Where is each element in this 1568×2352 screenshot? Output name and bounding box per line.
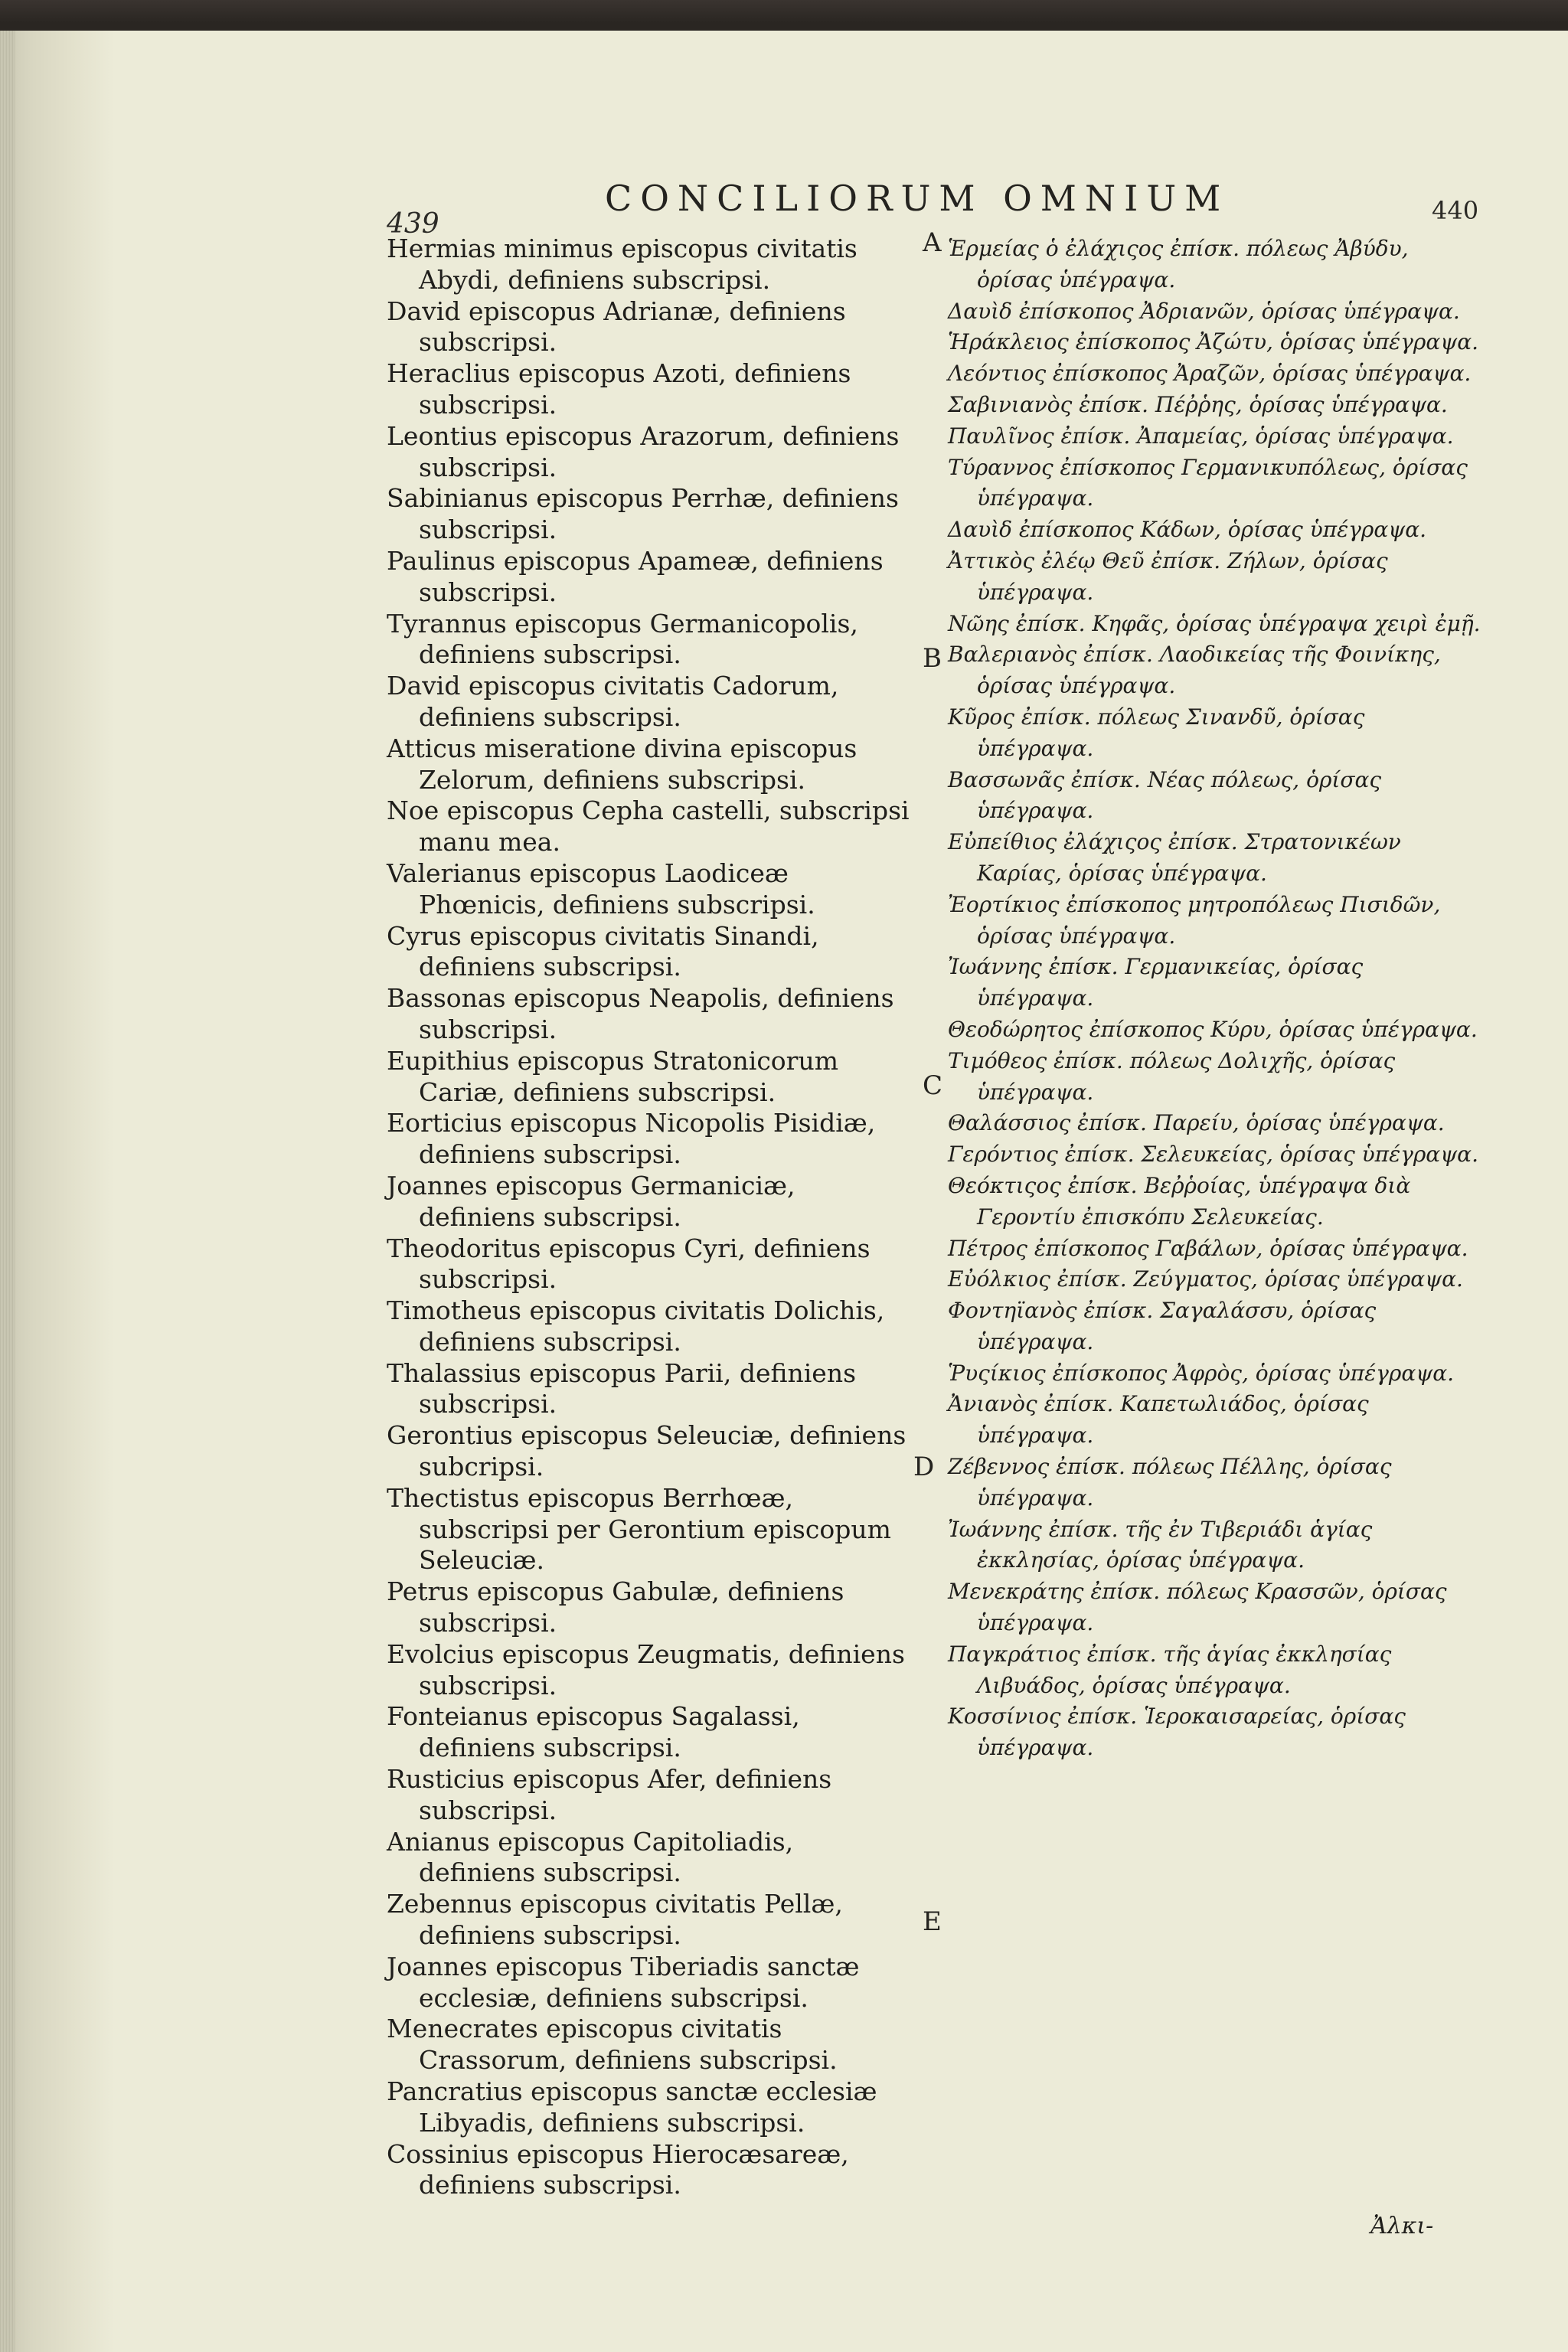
greek-signature-entry: Ἀνιανὸς ἐπίσκ. Καπετωλιάδος, ὁρίσας ὑπέγραψα. <box>948 1391 1369 1449</box>
latin-signature-entry: Petrus episcopus Gabulæ, definiens subscripsi. <box>387 1576 844 1638</box>
latin-signature-entry: Joannes episcopus Germaniciæ, definiens subscripsi. <box>387 1170 795 1232</box>
section-marker-b: B <box>923 643 942 674</box>
greek-signature-entry: Ζέβεννος ἐπίσκ. πόλεως Πέλλης, ὁρίσας ὑπέγραψα. <box>948 1454 1392 1511</box>
latin-signature-entry: Menecrates episcopus civitatis Crassorum, definiens subscripsi. <box>387 2014 838 2076</box>
greek-signature-entry: Παγκράτιος ἐπίσκ. τῆς ἁγίας ἐκκλησίας Λιβυάδος, ὁρίσας ὑπέγραψα. <box>948 1641 1392 1698</box>
gutter-shadow <box>0 31 115 2352</box>
greek-signature-entry: Ἑρμείας ὁ ἐλάχιςος ἐπίσκ. πόλεως Ἀβύδυ, ὁρίσας ὑπέγραψα. <box>948 236 1409 292</box>
greek-signature-entry: Τύραννος ἐπίσκοπος Γερμανικυπόλεως, ὁρίσας ὑπέγραψα. <box>948 454 1468 511</box>
page-edges <box>0 31 15 2352</box>
latin-signature-entry: Anianus episcopus Capitoliadis, definiens subscripsi. <box>387 1826 794 1888</box>
greek-signature-entry: Λεόντιος ἐπίσκοπος Ἀραζῶν, ὁρίσας ὑπέγραψα. <box>948 361 1472 387</box>
latin-signature-entry: David episcopus Adrianæ, definiens subscripsi. <box>387 296 846 358</box>
greek-signature-entry: Δαυὶδ ἐπίσκοπος Κάδων, ὁρίσας ὑπέγραψα. <box>948 517 1427 543</box>
latin-signature-entry: Leontius episcopus Arazorum, definiens subscripsi. <box>387 420 900 482</box>
section-marker-d: D <box>913 1452 935 1482</box>
latin-column <box>387 234 915 2201</box>
page-number-right: 440 <box>1432 196 1479 225</box>
latin-signature-entry: Bassonas episcopus Neapolis, definiens subscripsi. <box>387 983 894 1044</box>
greek-signature-entry: Θεόκτιςος ἐπίσκ. Βεῤῥοίας, ὑπέγραψα διὰ Γεροντίυ ἐπισκόπυ Σελευκείας. <box>948 1172 1411 1230</box>
latin-signature-entry: Rusticius episcopus Afer, definiens subscripsi. <box>387 1764 832 1825</box>
latin-signature-entry: Joannes episcopus Tiberiadis sanctæ ecclesiæ, definiens subscripsi. <box>387 1951 860 2013</box>
greek-signature-entry: Παυλῖνος ἐπίσκ. Ἀπαμείας, ὁρίσας ὑπέγραψα. <box>948 423 1454 449</box>
greek-signature-entry: Πέτρος ἐπίσκοπος Γαβάλων, ὁρίσας ὑπέγραψα. <box>948 1235 1468 1261</box>
greek-signature-entry: Ἐορτίκιος ἐπίσκοπος μητροπόλεως Πισιδῶν, ὁρίσας ὑπέγραψα. <box>948 891 1441 949</box>
greek-signature-entry: Βαλεριανὸς ἐπίσκ. Λαοδικείας τῆς Φοινίκης, ὁρίσας ὑπέγραψα. <box>948 642 1441 699</box>
greek-signature-entry: Ἡράκλειος ἐπίσκοπος Ἀζώτυ, ὁρίσας ὑπέγραψα. <box>948 329 1479 355</box>
latin-signature-entry: Eorticius episcopus Nicopolis Pisidiæ, definiens subscripsi. <box>387 1108 876 1170</box>
greek-signature-entry: Δαυὶδ ἐπίσκοπος Ἀδριανῶν, ὁρίσας ὑπέγραψα. <box>948 298 1460 324</box>
latin-signature-entry: Gerontius episcopus Seleuciæ, definiens subcripsi. <box>387 1420 906 1482</box>
latin-signature-entry: Tyrannus episcopus Germanicopolis, definiens subscripsi. <box>387 608 858 670</box>
greek-signature-entry: Νῶης ἐπίσκ. Κηφᾶς, ὁρίσας ὑπέγραψα χειρὶ ἐμῇ. <box>948 610 1481 636</box>
greek-signature-entry: Ἰωάννης ἐπίσκ. τῆς ἐν Τιβεριάδι ἁγίας ἐκκλησίας, ὁρίσας ὑπέγραψα. <box>948 1516 1373 1573</box>
latin-signature-entry: Heraclius episcopus Azoti, definiens subscripsi. <box>387 358 851 420</box>
greek-signature-entry: Κῦρος ἐπίσκ. πόλεως Σινανδῦ, ὁρίσας ὑπέγραψα. <box>948 704 1365 761</box>
greek-signature-entry: Κοσσίνιος ἐπίσκ. Ἱεροκαισαρείας, ὁρίσας ὑπέγραψα. <box>948 1704 1406 1761</box>
latin-signature-entry: Eupithius episcopus Stratonicorum Cariæ, definiens subscripsi. <box>387 1045 838 1107</box>
latin-signature-entry: Theodoritus episcopus Cyri, definiens subscripsi. <box>387 1233 871 1295</box>
greek-signature-entry: Μενεκράτης ἐπίσκ. πόλεως Κρασσῶν, ὁρίσας ὑπέγραψα. <box>948 1579 1447 1636</box>
section-marker-a: A <box>923 227 942 258</box>
greek-signature-entry: Εὐπείθιος ἐλάχιςος ἐπίσκ. Στρατονικέων Καρίας, ὁρίσας ὑπέγραψα. <box>948 829 1401 886</box>
page-number-left: 439 <box>387 208 439 240</box>
latin-signature-entry: Paulinus episcopus Apameæ, definiens subscripsi. <box>387 545 884 607</box>
greek-signature-entry: Ῥυςίκιος ἐπίσκοπος Ἀφρὸς, ὁρίσας ὑπέγραψα. <box>948 1360 1455 1386</box>
latin-signature-entry: Sabinianus episcopus Perrhæ, definiens subscripsi. <box>387 483 899 545</box>
latin-signature-entry: Cossinius episcopus Hierocæsareæ, definiens subscripsi. <box>387 2138 849 2200</box>
latin-signature-entry: Timotheus episcopus civitatis Dolichis, definiens subscripsi. <box>387 1295 885 1357</box>
latin-signature-entry: Valerianus episcopus Laodiceæ Phœnicis, definiens subscripsi. <box>387 858 815 920</box>
section-marker-c: C <box>923 1070 943 1101</box>
latin-signature-entry: Fonteianus episcopus Sagalassi, definiens subscripsi. <box>387 1701 800 1763</box>
latin-signature-entry: Thalassius episcopus Parii, definiens subscripsi. <box>387 1357 857 1419</box>
greek-signature-entry: Εὐόλκιος ἐπίσκ. Ζεύγματος, ὁρίσας ὑπέγραψα. <box>948 1266 1463 1292</box>
latin-signature-entry: David episcopus civitatis Cadorum, definiens subscripsi. <box>387 671 839 732</box>
latin-signature-entry: Cyrus episcopus civitatis Sinandi, definiens subscripsi. <box>387 920 819 982</box>
latin-signature-entry: Hermias minimus episcopus civitatis Abydi, definiens subscripsi. <box>387 234 858 295</box>
greek-signature-entry: Βασσωνᾶς ἐπίσκ. Νέας πόλεως, ὁρίσας ὑπέγραψα. <box>948 766 1382 824</box>
greek-signature-entry: Τιμόθεος ἐπίσκ. πόλεως Δολιχῆς, ὁρίσας ὑπέγραψα. <box>948 1047 1396 1105</box>
greek-signature-entry: Σαβινιανὸς ἐπίσκ. Πέῤῥης, ὁρίσας ὑπέγραψα. <box>948 391 1448 417</box>
latin-signature-entry: Thectistus episcopus Berrhœæ, subscripsi per Gerontium episcopum Seleuciæ. <box>387 1482 891 1576</box>
page-header <box>0 178 1568 240</box>
latin-signature-entry: Atticus miseratione divina episcopus Zelorum, definiens subscripsi. <box>387 733 858 795</box>
running-title: CONCILIORUM OMNIUM <box>605 178 1230 219</box>
latin-signature-entry: Zebennus episcopus civitatis Pellæ, definiens subscripsi. <box>387 1889 843 1951</box>
latin-signature-entry: Noe episcopus Cepha castelli, subscripsi manu mea. <box>387 795 910 858</box>
greek-signature-entry: Θαλάσσιος ἐπίσκ. Παρείυ, ὁρίσας ὑπέγραψα. <box>948 1110 1445 1136</box>
catchword: Ἀλκι- <box>1370 2213 1434 2239</box>
section-marker-e: E <box>923 1906 942 1937</box>
greek-signature-entry: Γερόντιος ἐπίσκ. Σελευκείας, ὁρίσας ὑπέγραψα. <box>948 1142 1478 1168</box>
latin-signature-entry: Pancratius episcopus sanctæ ecclesiæ Libyadis, definiens subscripsi. <box>387 2076 877 2138</box>
greek-signature-entry: Ἰωάννης ἐπίσκ. Γερμανικείας, ὁρίσας ὑπέγραψα. <box>948 954 1364 1011</box>
greek-column <box>948 234 1484 1764</box>
greek-signature-entry: Θεοδώρητος ἐπίσκοπος Κύρυ, ὁρίσας ὑπέγραψα. <box>948 1016 1478 1042</box>
greek-signature-entry: Ἀττικὸς ἐλέῳ Θεῦ ἐπίσκ. Ζήλων, ὁρίσας ὑπέγραψα. <box>948 547 1388 605</box>
latin-signature-entry: Evolcius episcopus Zeugmatis, definiens subscripsi. <box>387 1638 905 1700</box>
greek-signature-entry: Φοντηϊανὸς ἐπίσκ. Σαγαλάσσυ, ὁρίσας ὑπέγραψα. <box>948 1298 1377 1354</box>
